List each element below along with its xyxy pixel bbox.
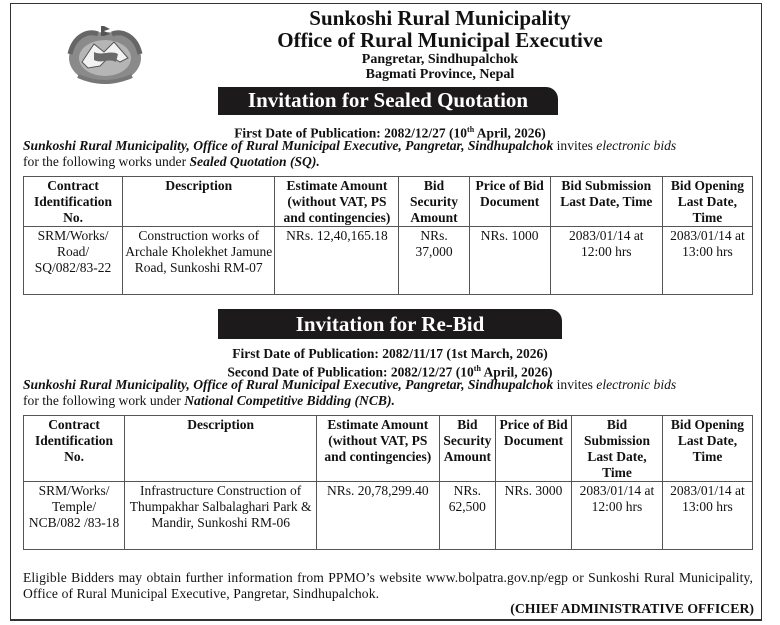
col-description: Description	[123, 177, 275, 227]
rebid-intro-text: Sunkoshi Rural Municipality, Office of Rural Municipal Executive, Pangretar, Sindhupalchok invites electronic bids for the following work under National Competitive Bidding (NCB).	[23, 377, 677, 408]
col-doc-price: Price of Bid Document	[496, 416, 572, 482]
col-submission: Bid Submission Last Date, Time	[571, 416, 662, 482]
cell-description: Infrastructure Construction of Thumpakhar Salbalaghari Park & Mandir, Sunkoshi RM-06	[125, 482, 317, 550]
cell-opening: 2083/01/14 at 13:00 hrs	[662, 482, 752, 550]
col-estimate: Estimate Amount (without VAT, PS and contingencies)	[317, 416, 439, 482]
col-doc-price: Price of Bid Document	[469, 177, 550, 227]
cell-submission: 2083/01/14 at 12:00 hrs	[550, 227, 662, 295]
cell-doc-price: NRs. 3000	[496, 482, 572, 550]
col-opening: Bid Opening Last Date, Time	[662, 416, 752, 482]
table-header-row	[24, 416, 753, 482]
cell-opening: 2083/01/14 at 13:00 hrs	[662, 227, 752, 295]
cell-bid-security: NRs. 62,500	[439, 482, 496, 550]
address-line-2: Bagmati Province, Nepal	[365, 67, 515, 82]
rebid-title: Invitation for Re-Bid	[218, 309, 562, 339]
table-row	[24, 227, 753, 295]
municipality-name: Sunkoshi Rural Municipality	[309, 6, 571, 30]
table-row	[24, 482, 753, 550]
col-contract-id: Contract Identification No.	[24, 177, 123, 227]
table-header-row	[24, 177, 753, 227]
rebid-table	[23, 415, 753, 550]
footer-info-text: Eligible Bidders may obtain further information from PPMO’s website www.bolpatra.gov.np/egp or Sunkoshi Rural Municipality, Office of Rural Municipal Executive, Pangretar, Sindhupalchok.	[23, 570, 753, 601]
col-description: Description	[125, 416, 317, 482]
cell-estimate: NRs. 12,40,165.18	[275, 227, 399, 295]
sq-intro-text: Sunkoshi Rural Municipality, Office of Rural Municipal Executive, Pangretar, Sindhupalchok invites electronic bids for the following works under Sealed Quotation (SQ).	[23, 138, 677, 169]
nepal-emblem-icon	[64, 22, 146, 88]
col-contract-id: Contract Identification No.	[24, 416, 125, 482]
signatory: (CHIEF ADMINISTRATIVE OFFICER)	[510, 601, 754, 616]
col-submission: Bid Submission Last Date, Time	[550, 177, 662, 227]
cell-bid-security: NRs. 37,000	[399, 227, 469, 295]
sq-first-publication-date: First Date of Publication: 2082/12/27 (10th April, 2026)	[234, 125, 546, 141]
sealed-quotation-title: Invitation for Sealed Quotation	[218, 87, 558, 115]
cell-contract-id: SRM/Works/ Road/ SQ/082/83-22	[24, 227, 123, 295]
cell-contract-id: SRM/Works/ Temple/ NCB/082 /83-18	[24, 482, 125, 550]
col-bid-security: Bid Security Amount	[439, 416, 496, 482]
rebid-first-publication-date: First Date of Publication: 2082/11/17 (1st March, 2026)	[232, 346, 548, 361]
office-name: Office of Rural Municipal Executive	[277, 28, 603, 52]
col-estimate: Estimate Amount (without VAT, PS and contingencies)	[275, 177, 399, 227]
col-opening: Bid Opening Last Date, Time	[662, 177, 752, 227]
cell-submission: 2083/01/14 at 12:00 hrs	[571, 482, 662, 550]
cell-doc-price: NRs. 1000	[469, 227, 550, 295]
address-line-1: Pangretar, Sindhupalchok	[361, 52, 519, 67]
cell-description: Construction works of Archale Kholekhet Jamune Road, Sunkoshi RM-07	[123, 227, 275, 295]
sealed-quotation-table	[23, 176, 753, 295]
rebid-second-publication-date: Second Date of Publication: 2082/12/27 (10th April, 2026)	[227, 364, 553, 380]
col-bid-security: Bid Security Amount	[399, 177, 469, 227]
cell-estimate: NRs. 20,78,299.40	[317, 482, 439, 550]
